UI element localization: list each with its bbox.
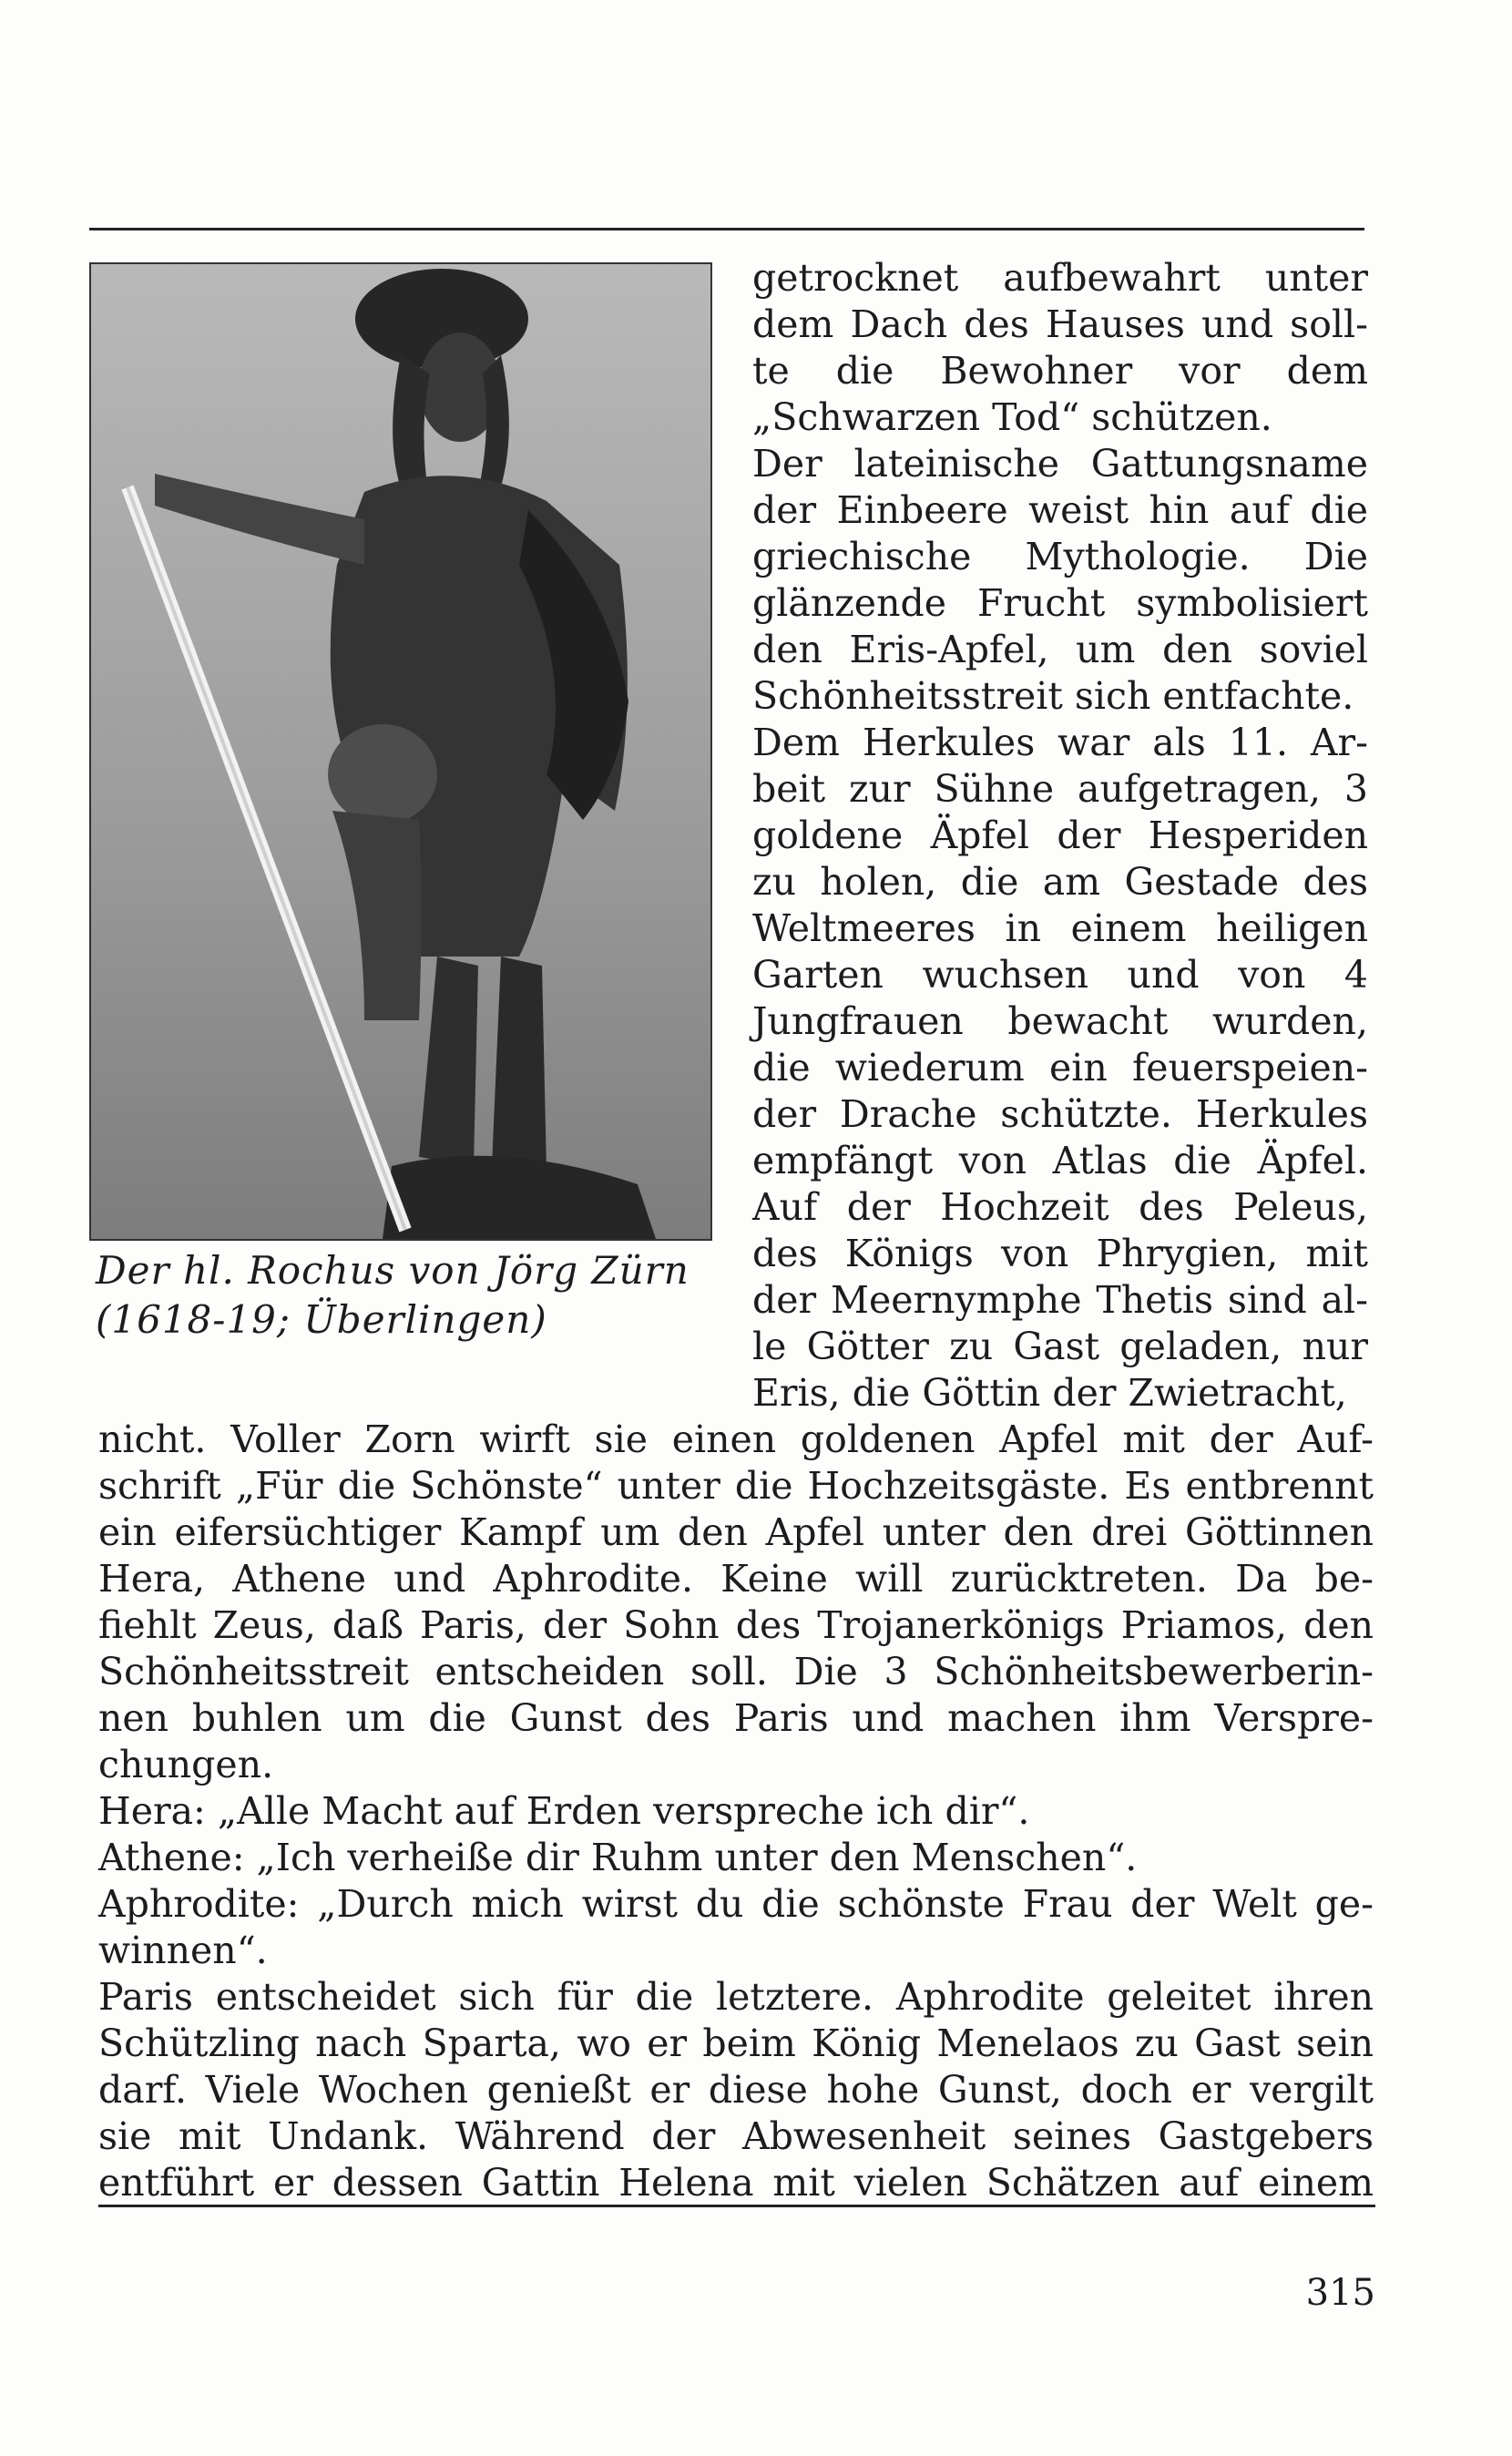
text-line: die wiederum ein feuerspeien- <box>752 1046 1368 1090</box>
text-line: der Einbeere weist hin auf die <box>752 488 1368 532</box>
text-line: Schützling nach Sparta, wo er beim König Menelaos zu Gast sein <box>98 2021 1374 2065</box>
full-width-text <box>98 1417 1374 2206</box>
text-line: Dem Herkules war als 11. Ar- <box>752 721 1368 764</box>
text-line: goldene Äpfel der Hesperiden <box>752 814 1368 857</box>
text-line: griechische Mythologie. Die <box>752 535 1368 578</box>
text-line: Eris, die Göttin der Zwietracht, <box>752 1371 1347 1415</box>
text-line: Hera, Athene und Aphrodite. Keine will zurücktreten. Da be- <box>98 1557 1374 1601</box>
text-line: le Götter zu Gast geladen, nur <box>752 1325 1368 1368</box>
statue-photograph <box>89 262 712 1241</box>
text-line: nicht. Voller Zorn wirft sie einen goldenen Apfel mit der Auf- <box>98 1417 1374 1461</box>
text-line: Auf der Hochzeit des Peleus, <box>752 1185 1368 1229</box>
text-line: schrift „Für die Schönste“ unter die Hochzeitsgäste. Es entbrennt <box>98 1464 1374 1508</box>
text-line: chungen. <box>98 1743 274 1786</box>
text-line: Aphrodite: „Durch mich wirst du die schönste Frau der Welt ge- <box>98 1882 1374 1926</box>
text-line: beit zur Sühne aufgetragen, 3 <box>752 767 1368 811</box>
text-line: Der lateinische Gattungsname <box>752 442 1368 486</box>
text-line: Hera: „Alle Macht auf Erden verspreche ich dir“. <box>98 1789 1030 1833</box>
caption-line: (1618-19; Überlingen) <box>96 1297 547 1342</box>
text-line: te die Bewohner vor dem <box>752 349 1368 393</box>
text-line: winnen“. <box>98 1929 268 1972</box>
text-line: Paris entscheidet sich für die letztere. Aphrodite geleitet ihren <box>98 1975 1374 2019</box>
text-line: glänzende Frucht symbolisiert <box>752 581 1368 625</box>
figure-caption <box>96 1246 733 1345</box>
text-line: dem Dach des Hauses und soll- <box>752 302 1368 346</box>
text-line: sie mit Undank. Während der Abwesenheit seines Gastgebers <box>98 2114 1374 2158</box>
text-line: den Eris-Apfel, um den soviel <box>752 628 1368 671</box>
text-line: der Meernymphe Thetis sind al- <box>752 1278 1368 1322</box>
text-line: des Königs von Phrygien, mit <box>752 1232 1368 1275</box>
text-line: darf. Viele Wochen genießt er diese hohe Gunst, doch er vergilt <box>98 2068 1374 2112</box>
text-line: entführt er dessen Gattin Helena mit vielen Schätzen auf einem <box>98 2161 1374 2205</box>
top-rule <box>89 228 1364 230</box>
text-line: der Drache schützte. Herkules <box>752 1092 1368 1136</box>
text-line: fiehlt Zeus, daß Paris, der Sohn des Trojanerkönigs Priamos, den <box>98 1603 1374 1647</box>
bottom-rule <box>98 2205 1375 2207</box>
text-line: Athene: „Ich verheiße dir Ruhm unter den Menschen“. <box>98 1836 1138 1879</box>
text-line: Schönheitsstreit entscheiden soll. Die 3 Schönheitsbewerberin- <box>98 1650 1374 1694</box>
text-line: zu holen, die am Gestade des <box>752 860 1368 904</box>
text-line: ein eifersüchtiger Kampf um den Apfel unter den drei Göttinnen <box>98 1510 1374 1554</box>
text-line: Weltmeeres in einem heiligen <box>752 906 1368 950</box>
page-number: 315 <box>1305 2272 1375 2314</box>
text-line: „Schwarzen Tod“ schützen. <box>752 395 1272 439</box>
text-line: empfängt von Atlas die Äpfel. <box>752 1139 1368 1182</box>
caption-line: Der hl. Rochus von Jörg Zürn <box>96 1248 690 1293</box>
text-line: Jungfrauen bewacht wurden, <box>752 999 1368 1043</box>
text-line: nen buhlen um die Gunst des Paris und machen ihm Verspre- <box>98 1696 1374 1740</box>
text-line: getrocknet aufbewahrt unter <box>752 256 1368 300</box>
text-line: Garten wuchsen und von 4 <box>752 953 1368 997</box>
text-line: Schönheitsstreit sich entfachte. <box>752 674 1354 718</box>
right-column-text <box>752 255 1368 1417</box>
